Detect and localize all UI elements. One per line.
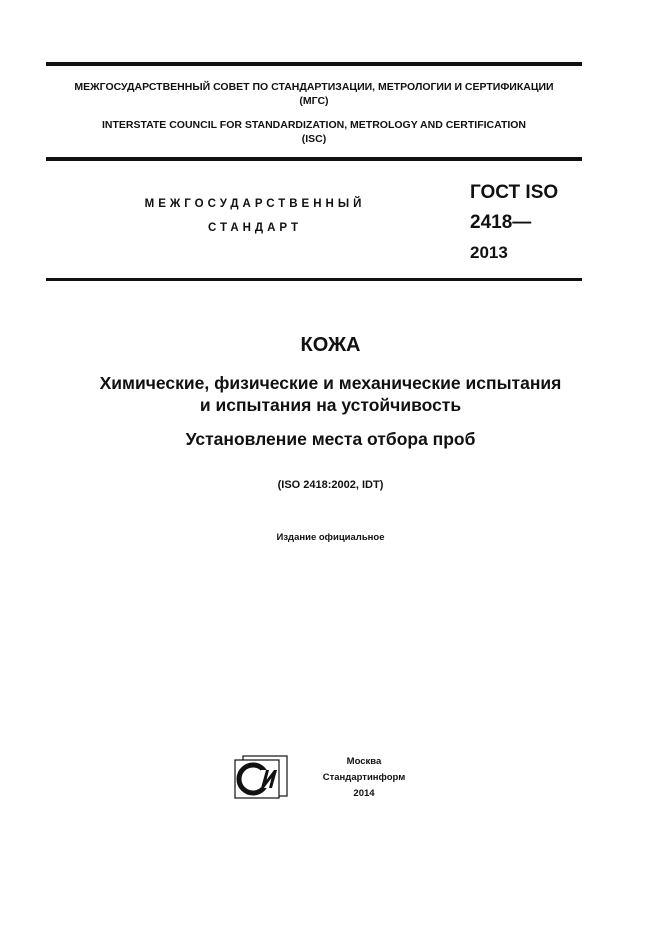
council-en-line1: INTERSTATE COUNCIL FOR STANDARDIZATION, METROLOGY AND CERTIFICATION bbox=[101, 119, 527, 131]
publisher-name: Стандартинформ bbox=[322, 772, 406, 783]
publisher-city: Москва bbox=[346, 756, 382, 767]
document-title: КОЖА bbox=[300, 334, 361, 356]
iso-reference: (ISO 2418:2002, IDT) bbox=[277, 479, 384, 491]
middle-rule bbox=[46, 157, 582, 161]
standard-code-year: 2013 bbox=[470, 243, 508, 262]
document-subtitle bbox=[0, 372, 661, 416]
standard-kind-line2: СТАНДАРТ bbox=[208, 222, 302, 234]
standard-kind-line1: МЕЖГОСУДАРСТВЕННЫЙ bbox=[144, 198, 366, 210]
standard-code-line1: ГОСТ ISO bbox=[470, 182, 559, 203]
publisher-year: 2014 bbox=[353, 788, 375, 799]
council-name-en bbox=[46, 118, 582, 146]
council-name-ru bbox=[46, 80, 582, 108]
lower-rule bbox=[46, 278, 582, 281]
standard-code-line2: 2418— bbox=[470, 212, 532, 233]
top-rule bbox=[46, 62, 582, 66]
council-ru-line2: (МГС) bbox=[299, 95, 329, 107]
council-en-line2: (ISC) bbox=[301, 133, 327, 145]
subtitle-line1: Химические, физические и механические испытания bbox=[99, 373, 562, 393]
edition-label: Издание официальное bbox=[276, 532, 385, 543]
standartinform-logo-icon bbox=[233, 754, 289, 800]
council-ru-line1: МЕЖГОСУДАРСТВЕННЫЙ СОВЕТ ПО СТАНДАРТИЗАЦИИ, МЕТРОЛОГИИ И СЕРТИФИКАЦИИ bbox=[74, 81, 554, 93]
document-subtitle-2: Установление места отбора проб bbox=[185, 429, 476, 449]
subtitle-line2: и испытания на устойчивость bbox=[199, 395, 462, 415]
